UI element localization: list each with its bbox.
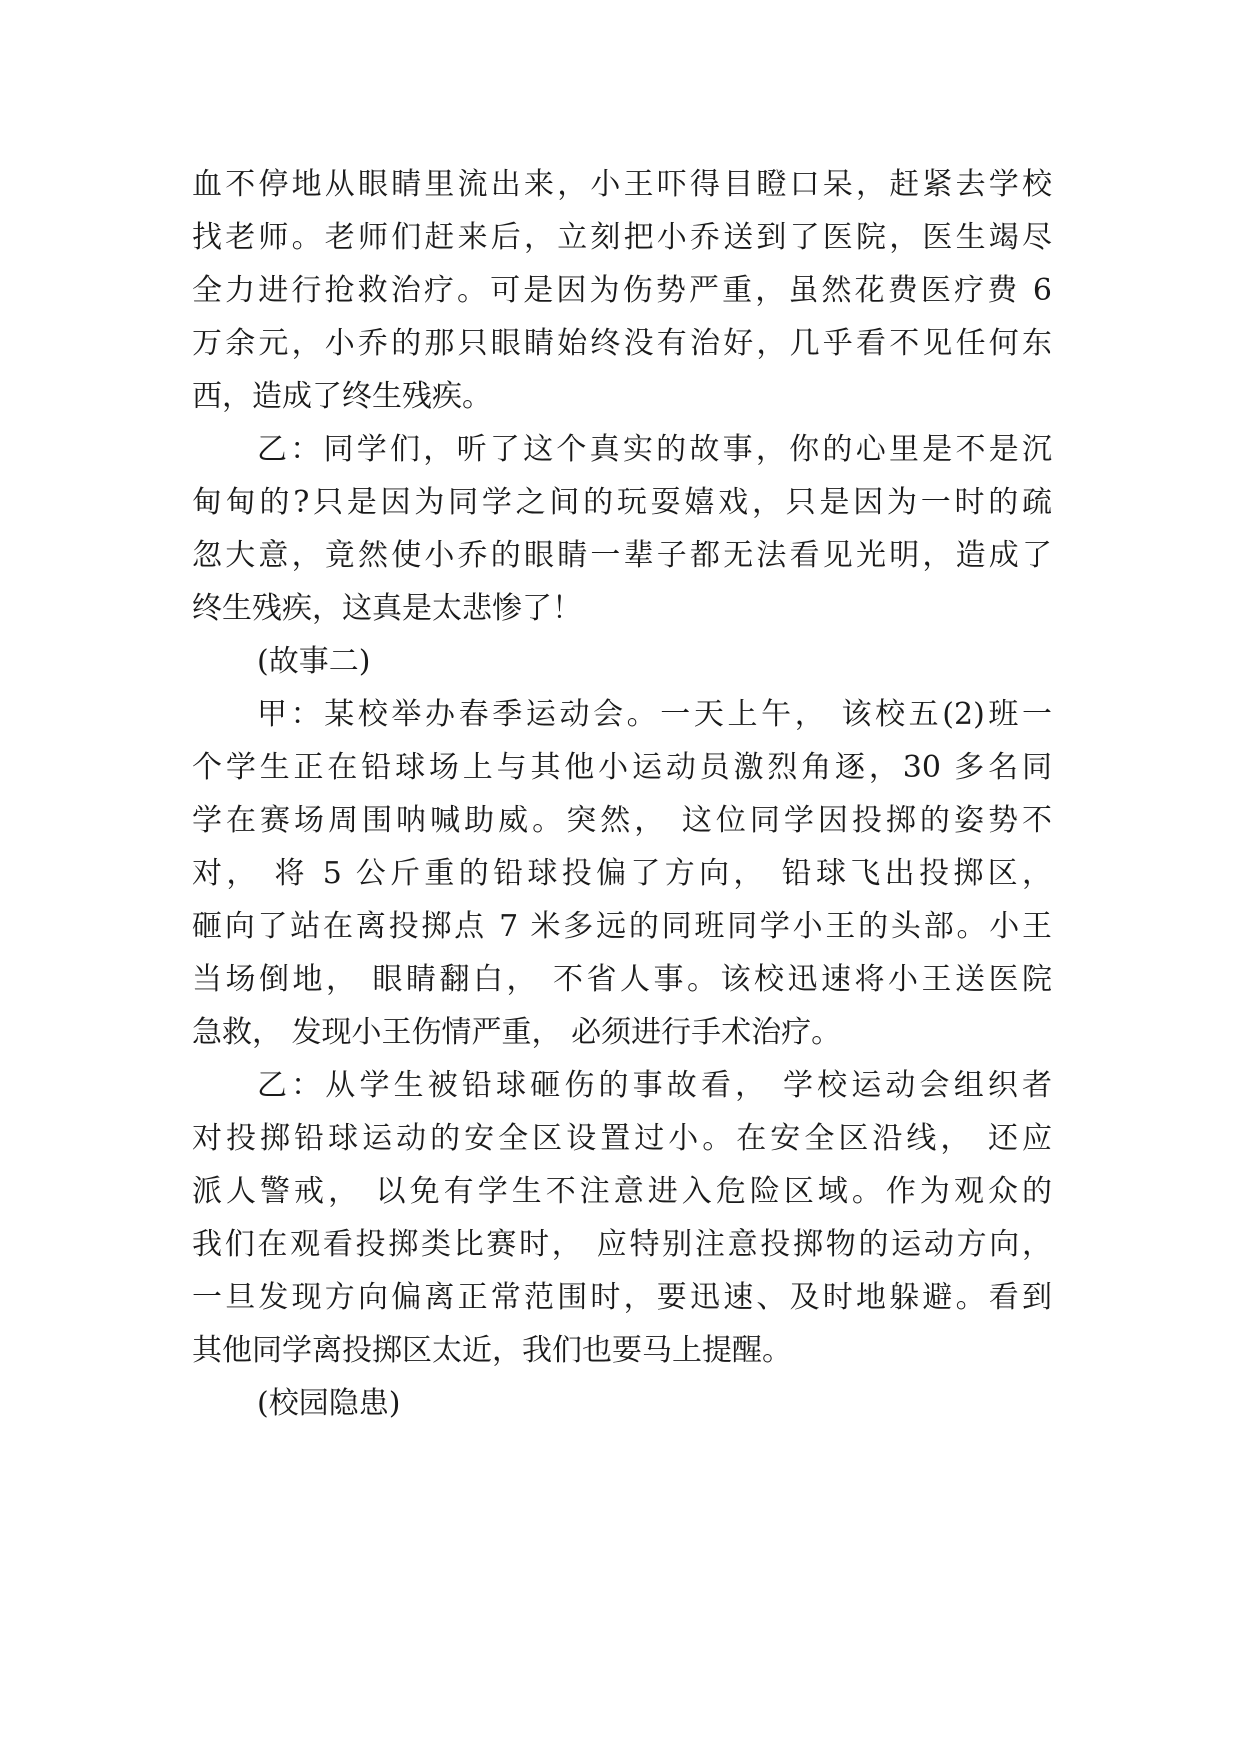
paragraph-line: 终生残疾，这真是太悲惨了！ <box>192 591 582 626</box>
paragraph-line: 急救， 发现小王伤情严重， 必须进行手术治疗。 <box>192 1015 842 1050</box>
paragraph-line: 全力进行抢救治疗。可是因为伤势严重，虽然花费医疗费 6 <box>192 273 1052 308</box>
paragraph-line: 其他同学离投掷区太近，我们也要马上提醒。 <box>192 1333 792 1368</box>
paragraph-line: 万余元，小乔的那只眼睛始终没有治好，几乎看不见任何东 <box>192 326 1052 361</box>
paragraph-line: 我们在观看投掷类比赛时， 应特别注意投掷物的运动方向， <box>192 1227 1052 1262</box>
paragraph-line: 对投掷铅球运动的安全区设置过小。在安全区沿线， 还应 <box>192 1121 1052 1156</box>
paragraph-line: 血不停地从眼睛里流出来，小王吓得目瞪口呆，赶紧去学校 <box>192 167 1052 202</box>
paragraph-line: 个学生正在铅球场上与其他小运动员激烈角逐，30 多名同 <box>192 750 1052 785</box>
section-heading: (校园隐患) <box>257 1386 401 1421</box>
paragraph-line: 忽大意，竟然使小乔的眼睛一辈子都无法看见光明，造成了 <box>192 538 1052 573</box>
paragraph-line: 甲：某校举办春季运动会。一天上午， 该校五(2)班一 <box>257 697 1052 732</box>
paragraph-line: 学在赛场周围呐喊助威。突然， 这位同学因投掷的姿势不 <box>192 803 1052 838</box>
paragraph-line: 甸甸的?只是因为同学之间的玩耍嬉戏，只是因为一时的疏 <box>192 485 1052 520</box>
section-heading: (故事二) <box>257 644 371 679</box>
paragraph-line: 一旦发现方向偏离正常范围时，要迅速、及时地躲避。看到 <box>192 1280 1052 1315</box>
paragraph-line: 当场倒地， 眼睛翻白， 不省人事。该校迅速将小王送医院 <box>192 962 1052 997</box>
paragraph-line: 乙：同学们，听了这个真实的故事，你的心里是不是沉 <box>257 432 1052 467</box>
paragraph-line: 派人警戒， 以免有学生不注意进入危险区域。作为观众的 <box>192 1174 1052 1209</box>
paragraph-line: 砸向了站在离投掷点 7 米多远的同班同学小王的头部。小王 <box>192 909 1052 944</box>
paragraph-line: 乙：从学生被铅球砸伤的事故看， 学校运动会组织者 <box>257 1068 1052 1103</box>
paragraph-line: 西，造成了终生残疾。 <box>192 379 492 414</box>
paragraph-line: 对， 将 5 公斤重的铅球投偏了方向， 铅球飞出投掷区， <box>192 856 1052 891</box>
paragraph-line: 找老师。老师们赶来后，立刻把小乔送到了医院，医生竭尽 <box>192 220 1052 255</box>
